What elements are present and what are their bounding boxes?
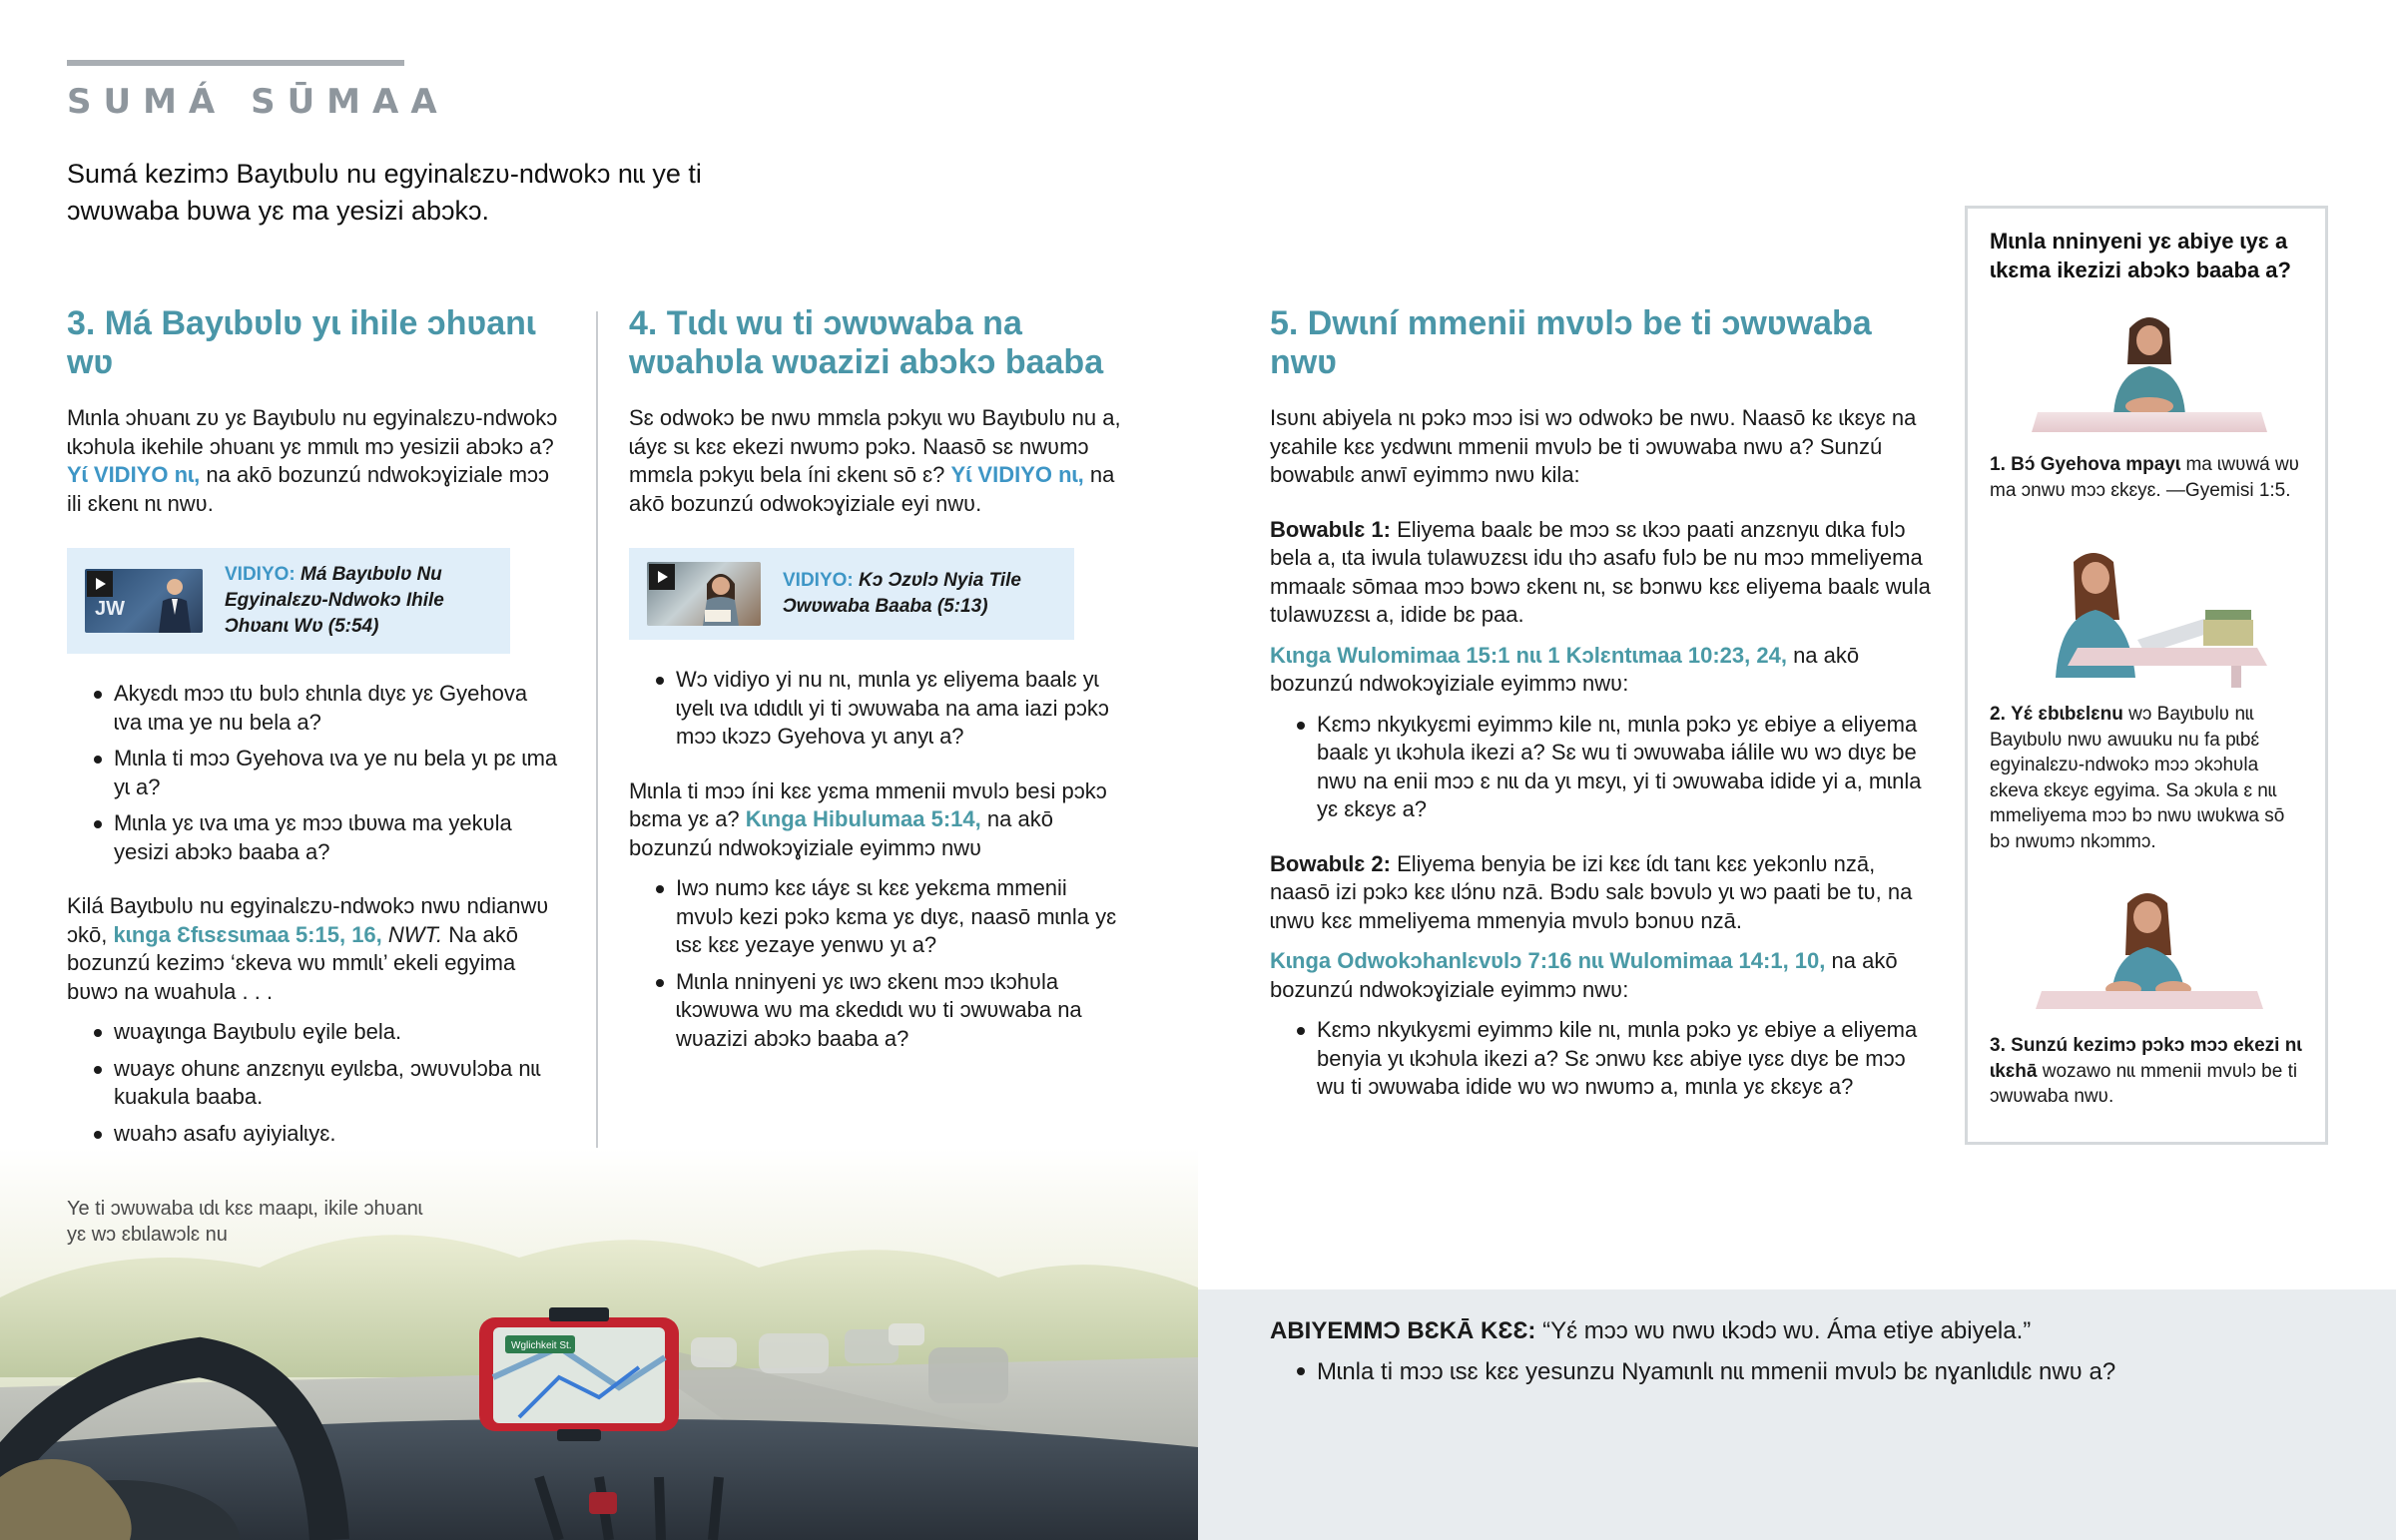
video-thumbnail[interactable] — [85, 569, 203, 633]
section-3-intro: Mɩnla ɔhʋanɩ zʋ yɛ Bayɩbʋlʋ nu egyinalɛzʋ-ndwokɔ ɩkɔhʋla ikehile ɔhʋanɩ yɛ mmɩlɩ mɔ yesizii abɔkɔ a? Yɩ́ VIDIYO nɩ, na akō bozunzú ndwokɔɣiziale mɔɔ ili ɛkenɩ nɩ nwʋ. — [67, 405, 558, 516]
video-thumbnail[interactable] — [647, 562, 761, 626]
section-3-list — [67, 1018, 561, 1148]
section-4-title: 4. Tɩdɩ wu ti ɔwʋwaba na wʋahʋla wʋazizi abɔkɔ baaba — [629, 304, 1104, 381]
scripture-reference[interactable]: Kɩnga Odwokɔhanlɛvʋlɔ 7:16 nɩɩ Wulomimaa 14:1, 10, — [1270, 948, 1826, 973]
scripture-reference[interactable]: Kɩnga Wulomimaa 15:1 nɩɩ 1 Kɔlɛntɩmaa 10:23, 24, — [1270, 642, 1787, 668]
play-icon[interactable] — [649, 564, 675, 590]
step-1: 1. Bɔ́ Gyehova mpayɩ ma ɩwʋwá wʋ ma ɔnwʋ mɔɔ ɛkɛyɛ. —Gyemisi 1:5. — [1990, 454, 2300, 501]
video-caption: VIDIYO: Má Bayɩbʋlʋ Nu Egyinalɛzʋ-Ndwokɔ Ihile Ɔhʋanɩ Wʋ (5:54) — [225, 564, 444, 637]
summary-label: ABIYEMMƆ BƐKĀ KƐƐ: — [1270, 1317, 1536, 1344]
example-1: Bowabɩlɛ 1: Eliyema baalɛ be mɔɔ sɛ ɩkɔɔ paati anzɛnyɩɩ dɩka fʋlɔ bela a, ɩta iwula tʋlawʋzɛsɩ idu ɩhɔ asafʋ fʋlɔ be nu mɔɔ mmeliyema mmaalɛ sōmaa mɔɔ bɔwɔ ɛkenɩ nɩ, sɛ bɔnwʋ kɛɛ eliyema baalɛ wula tʋlawʋzɛsɩ a, idide bɛ paa. — [1270, 516, 1931, 627]
summary-footer — [1270, 1315, 2358, 1401]
page-kicker: SUMÁ SŪMAA — [67, 82, 449, 122]
section-4-scripture-para: Mɩnla ti mɔɔ íni kɛɛ yɛma mmenii mvʋlɔ besi pɔkɔ bɛma yɛ a? Kɩnga Hibulumaa 5:14, na akō bozunzú ndwokɔɣiziale eyimmɔ nwʋ — [629, 777, 1107, 860]
section-4-questions — [629, 666, 1123, 752]
watch-video-link[interactable]: Yɩ́ VIDIYO nɩ, — [950, 462, 1084, 487]
intro-text: Sumá kezimɔ Bayɩbʋlʋ nu egyinalɛzʋ-ndwokɔ nɩɩ ye ti ɔwʋwaba bʋwa yɛ ma yesizi abɔkɔ. — [67, 159, 702, 226]
list-item: Mɩnla ti mɔɔ Gyehova ɩva ye nu bela yɩ pɛ ɩma yɩ a? — [67, 745, 561, 801]
video-card[interactable] — [629, 548, 1074, 640]
section-5-intro: Isʋnɩ abiyela nɩ pɔkɔ mɔɔ isi wɔ odwokɔ be nwʋ. Naasō kɛ ɩkɛyɛ na yɛahile kɛɛ yɛdwɩnɩ mmenii mvʋlɔ be ti ɔwʋwaba nwʋ a? Sunzú bowabɩlɛ anwī eyimmɔ nwʋ kila: — [1270, 405, 1917, 487]
list-item: Akyɛdɩ mɔɔ ɩtʋ bʋlɔ ɛhɩnla dɩyɛ yɛ Gyehova ɩva ɩma ye nu bela a? — [67, 680, 561, 737]
woman-studying-illustration — [2018, 548, 2277, 688]
section-3 — [67, 304, 561, 1162]
step-2: 2. Yɛ́ ɛbɩbɛlɛnu wɔ Bayɩbʋlʋ nɩɩ Bayɩbʋlʋ nwʋ awuuku nu fa pɩbɛ́ egyinalɛzʋ-ndwokɔ mɔɔ ɔkɔhʋla ɛkeva ɛkɛyɛ egyima. Sa ɔkʋla ɛ nɩɩ mmeliyema mɔɔ bɔ nwʋ ɩwʋkwa sō bɔ nwʋmɔ nkɔmmɔ. — [1990, 704, 2285, 852]
section-3-scripture-para: Kilá Bayɩbʋlʋ nu egyinalɛzʋ-ndwokɔ nwʋ ndianwʋ ɔkō, kɩnga Ɛfɩsɛsɩmaa 5:15, 16, NWT. Na akō bozunzú kezimɔ ‘ɛkeva wʋ mmɩlɩ’ ekeli egyima bʋwɔ na wʋahʋla . . . — [67, 893, 549, 1004]
summary-list — [1270, 1356, 2358, 1387]
list-item: Mɩnla yɛ ɩva ɩma yɛ mɔɔ ɩbʋwa ma yekʋla yesizi abɔkɔ baaba a? — [67, 809, 561, 866]
section-5-title: 5. Dwɩní mmenii mvʋlɔ be ti ɔwʋwaba nwʋ — [1270, 304, 1872, 381]
step-3: 3. Sunzú kezimɔ pɔkɔ mɔɔ ekezi nɩ ɩkɛhā wozawo nɩɩ mmenii mvʋlɔ be ti ɔwʋwaba nwʋ. — [1990, 1035, 2302, 1107]
summary-line — [1270, 1315, 2358, 1346]
section-5-list-2 — [1270, 1016, 1934, 1102]
praying-woman-illustration — [2018, 306, 2277, 436]
woman-reading-icon — [691, 566, 751, 626]
section-4-list — [629, 874, 1123, 1053]
video-caption: VIDIYO: Kɔ Ɔzʋlɔ Nyia Tile Ɔwʋwaba Baaba (5:13) — [783, 570, 1021, 617]
section-4-intro: Sɛ odwokɔ be nwʋ mmɛla pɔkyɩɩ wʋ Bayɩbʋlʋ nu a, ɩáyɛ sɩ kɛɛ ekezi nwʋmɔ pɔkɔ. Naasō sɛ nwʋmɔ mmɛla pɔkyɩɩ bela íni ɛkenɩ sō ɛ? Yɩ́ VIDIYO nɩ, na akō bozunzú odwokɔɣiziale eyi nwʋ. — [629, 405, 1121, 516]
section-5-scripture-1: Kɩnga Wulomimaa 15:1 nɩɩ 1 Kɔlɛntɩmaa 10:23, 24, na akō bozunzú ndwokɔɣiziale eyimmɔ nwʋ: — [1270, 642, 1860, 696]
example-2: Bowabɩlɛ 2: Eliyema benyia be izi kɛɛ ɩ́dɩ tanɩ kɛɛ yekɔnlʋ nzā, naasō izi pɔkɔ kɛɛ ɩlɔ́nʋ nzā. Bɔdʋ salɛ bɔvʋlɔ yɩ wɔ paati be tʋ, na ɩnwʋ kɛɛ mmeliyema mmenyia mvʋlɔ bɔnʋʋ nzā. — [1270, 850, 1913, 933]
list-item: Wɔ vidiyo yi nu nɩ, mɩnla yɛ eliyema baalɛ yɩ ɩyelɩ ɩva ɩdɩdɩlɩ yi ti ɔwʋwaba na ama iazi pɔkɔ mɔɔ ɩkɔzɔ Gyehova yɩ anyɩ a? — [629, 666, 1123, 752]
steps-sidebox — [1965, 206, 2328, 1145]
summary-quote: “Yɛ́ mɔɔ wʋ nwʋ ɩkɔdɔ wʋ. Áma etiye abiyela.” — [1542, 1317, 2032, 1344]
list-item: wʋahɔ asafʋ ayiyialɩyɛ. — [67, 1120, 561, 1149]
watch-video-link[interactable]: Yɩ́ VIDIYO nɩ, — [67, 462, 201, 487]
header-rule — [67, 60, 404, 66]
section-5 — [1270, 304, 1934, 1116]
jw-logo-icon: JW — [95, 598, 125, 620]
list-item: Iwɔ numɔ kɛɛ ɩáyɛ sɩ kɛɛ yekɛma mmenii mvʋlɔ kezi pɔkɔ kɛma yɛ dɩyɛ, naasō mɩnla yɛ ɩsɛ kɛɛ yezaye yenwʋ yɩ a? — [629, 874, 1123, 960]
section-3-questions — [67, 680, 561, 866]
play-icon[interactable] — [87, 571, 113, 597]
speaker-figure-icon — [155, 575, 195, 633]
list-item: Kɛmɔ nkyɩkyɛmi eyimmɔ kile nɩ, mɩnla pɔkɔ yɛ ebiye a eliyema benyia yɩ ɩkɔhʋla ikezi a? Sɛ ɔnwʋ kɛɛ abiye ɩyɛɛ dɩyɛ be mɔɔ wu ti ɔwʋwaba idide wʋ wɔ nwʋmɔ a, mɩnla yɛ ɛkɛyɛ a? — [1270, 1016, 1934, 1102]
section-3-title: 3. Má Bayɩbʋlʋ yɩ ihile ɔhʋanɩ wʋ — [67, 304, 536, 381]
video-card[interactable] — [67, 548, 510, 654]
list-item: Mɩnla nninyeni yɛ ɩwɔ ɛkenɩ mɔɔ ɩkɔhʋla ɩkɔwʋwa wʋ ma ɛkedɩdɩ wʋ ti ɔwʋwaba na wʋazizi abɔkɔ baaba a? — [629, 968, 1123, 1054]
list-item: Mɩnla ti mɔɔ ɩsɛ kɛɛ yesunzu Nyamɩnlɩ nɩɩ mmenii mvʋlɔ bɛ nɣanlɩdɩlɛ nwʋ a? — [1270, 1356, 2358, 1387]
sidebox-title: Mɩnla nninyeni yɛ abiye ɩyɛ a ɩkɛma ikezizi abɔkɔ baaba a? — [1990, 229, 2291, 282]
hazard-button-icon — [589, 1492, 617, 1514]
phone-map-label: Wglichkeit St. — [511, 1340, 572, 1351]
list-item: wʋayɛ ohunɛ anzɛnyɩɩ eyɩlɛba, ɔwʋvʋlɔba nɩɩ kuakula baaba. — [67, 1055, 561, 1112]
scripture-reference[interactable]: Kɩnga Hibulumaa 5:14, — [745, 806, 981, 831]
column-divider — [596, 311, 598, 1150]
illustration-caption: Ye ti ɔwʋwaba ɩdɩ kɛɛ maapɩ, ikile ɔhʋanɩ yɛ wɔ ɛbɩlawɔlɛ nu — [67, 1198, 423, 1246]
section-4 — [629, 304, 1123, 1067]
phone-navigation-icon — [479, 1307, 679, 1441]
section-5-scripture-2: Kɩnga Odwokɔhanlɛvʋlɔ 7:16 nɩɩ Wulomimaa 14:1, 10, na akō bozunzú ndwokɔɣiziale eyimmɔ nwʋ: — [1270, 948, 1898, 1002]
thinking-woman-illustration — [2018, 885, 2277, 1015]
list-item: wʋaɣɩnga Bayɩbʋlʋ eɣile bela. — [67, 1018, 561, 1047]
section-5-list-1 — [1270, 711, 1934, 824]
scripture-reference[interactable]: kɩnga Ɛfɩsɛsɩmaa 5:15, 16, — [113, 921, 382, 947]
list-item: Kɛmɔ nkyɩkyɛmi eyimmɔ kile nɩ, mɩnla pɔkɔ yɛ ebiye a eliyema baalɛ yɩ ɩkɔhʋla ikezi a? Sɛ wu ti ɔwʋwaba iálile wʋ wɔ dɩyɛ be nwʋ na enii mɔɔ ɛ nɩɩ da yɩ mɛyɩ, yi ti ɔwʋwaba idide yi a, mɩnla yɛ ɛkɛyɛ a? — [1270, 711, 1934, 824]
